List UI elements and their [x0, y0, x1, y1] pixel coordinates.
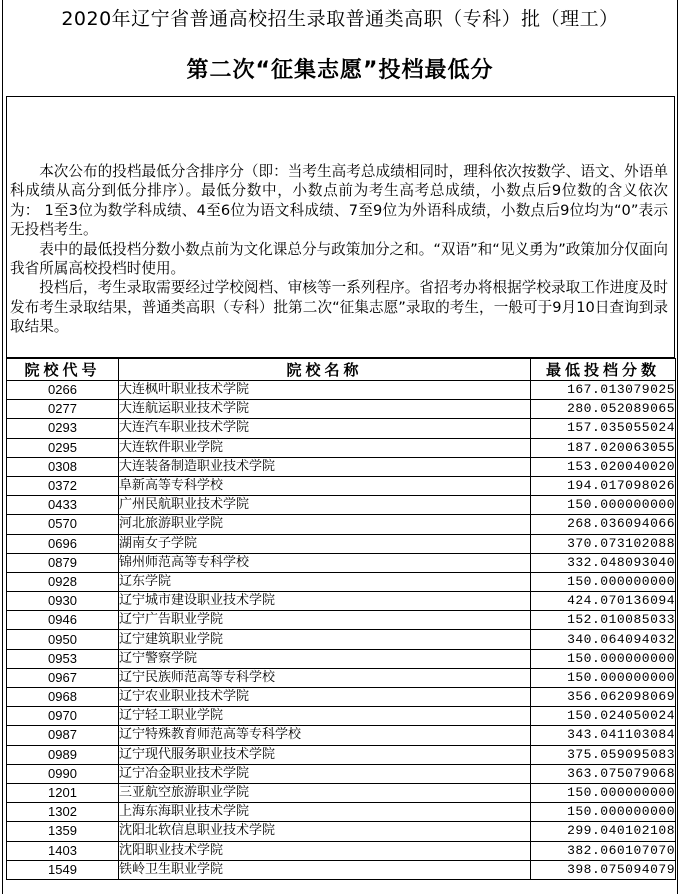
- school-name-cell: 上海东海职业技术学院: [119, 803, 531, 822]
- school-name-cell: 锦州师范高等专科学校: [119, 553, 531, 572]
- school-name-cell: 河北旅游职业学院: [119, 515, 531, 534]
- school-name-cell: 大连汽车职业技术学院: [119, 419, 531, 438]
- table-row: [7, 783, 676, 802]
- min-score-cell: 398.075094079: [531, 860, 676, 879]
- table-row: [7, 688, 676, 707]
- header-school-code: 院校代号: [7, 359, 119, 381]
- min-score-cell: 150.000000000: [531, 572, 676, 591]
- min-score-cell: 187.020063055: [531, 438, 676, 457]
- school-name-cell: 辽宁农业职业技术学院: [119, 688, 531, 707]
- school-name-cell: 铁岭卫生职业学院: [119, 860, 531, 879]
- table-row: [7, 745, 676, 764]
- table-row: [7, 668, 676, 687]
- school-code-cell: 0570: [7, 515, 119, 534]
- min-score-cell: 157.035055024: [531, 419, 676, 438]
- school-code-cell: 0928: [7, 572, 119, 591]
- school-code-cell: 0293: [7, 419, 119, 438]
- table-row: [7, 592, 676, 611]
- school-code-cell: 0967: [7, 668, 119, 687]
- note-paragraph-3: 投档后，考生录取需要经过学校阅档、审核等一系列程序。省招考办将根据学校录取工作进度及时发布考生录取结果，普通类高职（专科）批第二次“征集志愿”录取的考生，一般可于9月10日查询到录取结果。: [10, 279, 668, 336]
- school-name-cell: 大连航运职业技术学院: [119, 400, 531, 419]
- school-name-cell: 沈阳职业技术学院: [119, 841, 531, 860]
- table-row: [7, 553, 676, 572]
- min-score-cell: 280.052089065: [531, 400, 676, 419]
- note-paragraph-1: 本次公布的投档最低分含排序分（即：当考生高考总成绩相同时，理科依次按数学、语文、外语单科成绩从高分到低分排序）。最低分数中，小数点前为考生高考总成绩，小数点后9位数的含义依次为： 1至3位为数学科成绩、4至6位为语文科成绩、7至9位为外语科成绩，小数点后9位均为“0”表示无投档考生。: [10, 163, 668, 239]
- school-code-cell: 0433: [7, 496, 119, 515]
- table-row: [7, 438, 676, 457]
- min-score-cell: 340.064094032: [531, 630, 676, 649]
- table-row: [7, 457, 676, 476]
- table-row: [7, 381, 676, 400]
- school-name-cell: 大连软件职业学院: [119, 438, 531, 457]
- school-name-cell: 大连枫叶职业技术学院: [119, 381, 531, 400]
- table-row: [7, 400, 676, 419]
- header-min-score: 最低投档分数: [531, 359, 676, 381]
- table-row: [7, 419, 676, 438]
- school-name-cell: 辽宁广告职业学院: [119, 611, 531, 630]
- min-score-cell: 375.059095083: [531, 745, 676, 764]
- min-score-cell: 150.000000000: [531, 649, 676, 668]
- school-name-cell: 辽宁特殊教育师范高等专科学校: [119, 726, 531, 745]
- table-row: [7, 611, 676, 630]
- table-row: [7, 476, 676, 495]
- table-row: [7, 803, 676, 822]
- min-score-cell: 150.000000000: [531, 783, 676, 802]
- school-code-cell: 0266: [7, 381, 119, 400]
- school-name-cell: 辽宁轻工职业学院: [119, 707, 531, 726]
- table-row: [7, 841, 676, 860]
- school-name-cell: 阜新高等专科学校: [119, 476, 531, 495]
- school-code-cell: 0277: [7, 400, 119, 419]
- table-row: [7, 822, 676, 841]
- min-score-cell: 268.036094066: [531, 515, 676, 534]
- table-row: [7, 860, 676, 879]
- school-name-cell: 辽宁现代服务职业技术学院: [119, 745, 531, 764]
- school-name-cell: 辽宁建筑职业学院: [119, 630, 531, 649]
- table-body: [7, 381, 676, 880]
- min-score-cell: 299.040102108: [531, 822, 676, 841]
- school-name-cell: 辽东学院: [119, 572, 531, 591]
- school-code-cell: 0950: [7, 630, 119, 649]
- school-code-cell: 0970: [7, 707, 119, 726]
- school-name-cell: 沈阳北软信息职业技术学院: [119, 822, 531, 841]
- school-code-cell: 1403: [7, 841, 119, 860]
- table-row: [7, 515, 676, 534]
- school-name-cell: 广州民航职业技术学院: [119, 496, 531, 515]
- table-row: [7, 707, 676, 726]
- min-score-cell: 153.020040020: [531, 457, 676, 476]
- table-row: [7, 534, 676, 553]
- min-score-cell: 150.000000000: [531, 496, 676, 515]
- table-row: [7, 649, 676, 668]
- school-code-cell: 0990: [7, 764, 119, 783]
- table-row: [7, 496, 676, 515]
- table-row: [7, 630, 676, 649]
- page-subtitle: 第二次“征集志愿”投档最低分: [186, 58, 494, 83]
- school-code-cell: 0968: [7, 688, 119, 707]
- school-code-cell: 1201: [7, 783, 119, 802]
- school-code-cell: 0372: [7, 476, 119, 495]
- min-score-cell: 194.017098026: [531, 476, 676, 495]
- school-code-cell: 0696: [7, 534, 119, 553]
- table-header-row: [7, 359, 676, 381]
- school-name-cell: 三亚航空旅游职业学院: [119, 783, 531, 802]
- school-name-cell: 辽宁民族师范高等专科学校: [119, 668, 531, 687]
- min-score-cell: 424.070136094: [531, 592, 676, 611]
- score-table: [6, 358, 676, 880]
- table-row: [7, 572, 676, 591]
- school-code-cell: 1549: [7, 860, 119, 879]
- school-code-cell: 0946: [7, 611, 119, 630]
- school-code-cell: 0987: [7, 726, 119, 745]
- school-name-cell: 湖南女子学院: [119, 534, 531, 553]
- school-code-cell: 0989: [7, 745, 119, 764]
- school-code-cell: 0308: [7, 457, 119, 476]
- header-school-name: 院校名称: [119, 359, 531, 381]
- note-paragraph-2: 表中的最低投档分数小数点前为文化课总分与政策加分之和。“双语”和“见义勇为”政策加分仅面向我省所属高校投档时使用。: [10, 240, 668, 278]
- school-name-cell: 辽宁城市建设职业技术学院: [119, 592, 531, 611]
- school-code-cell: 0930: [7, 592, 119, 611]
- min-score-cell: 150.000000000: [531, 668, 676, 687]
- school-code-cell: 0879: [7, 553, 119, 572]
- page-title: 2020年辽宁省普通高校招生录取普通类高职（专科）批（理工）: [61, 8, 619, 30]
- min-score-cell: 343.041103084: [531, 726, 676, 745]
- school-code-cell: 1302: [7, 803, 119, 822]
- min-score-cell: 356.062098069: [531, 688, 676, 707]
- school-code-cell: 0953: [7, 649, 119, 668]
- min-score-cell: 363.075079068: [531, 764, 676, 783]
- table-row: [7, 764, 676, 783]
- school-name-cell: 大连装备制造职业技术学院: [119, 457, 531, 476]
- school-name-cell: 辽宁冶金职业技术学院: [119, 764, 531, 783]
- school-code-cell: 1359: [7, 822, 119, 841]
- school-code-cell: 0295: [7, 438, 119, 457]
- min-score-cell: 150.024050024: [531, 707, 676, 726]
- notes-text: [10, 162, 668, 337]
- min-score-cell: 332.048093040: [531, 553, 676, 572]
- min-score-cell: 382.060107070: [531, 841, 676, 860]
- min-score-cell: 167.013079025: [531, 381, 676, 400]
- school-name-cell: 辽宁警察学院: [119, 649, 531, 668]
- table-row: [7, 726, 676, 745]
- min-score-cell: 370.073102088: [531, 534, 676, 553]
- min-score-cell: 150.000000000: [531, 803, 676, 822]
- min-score-cell: 152.010085033: [531, 611, 676, 630]
